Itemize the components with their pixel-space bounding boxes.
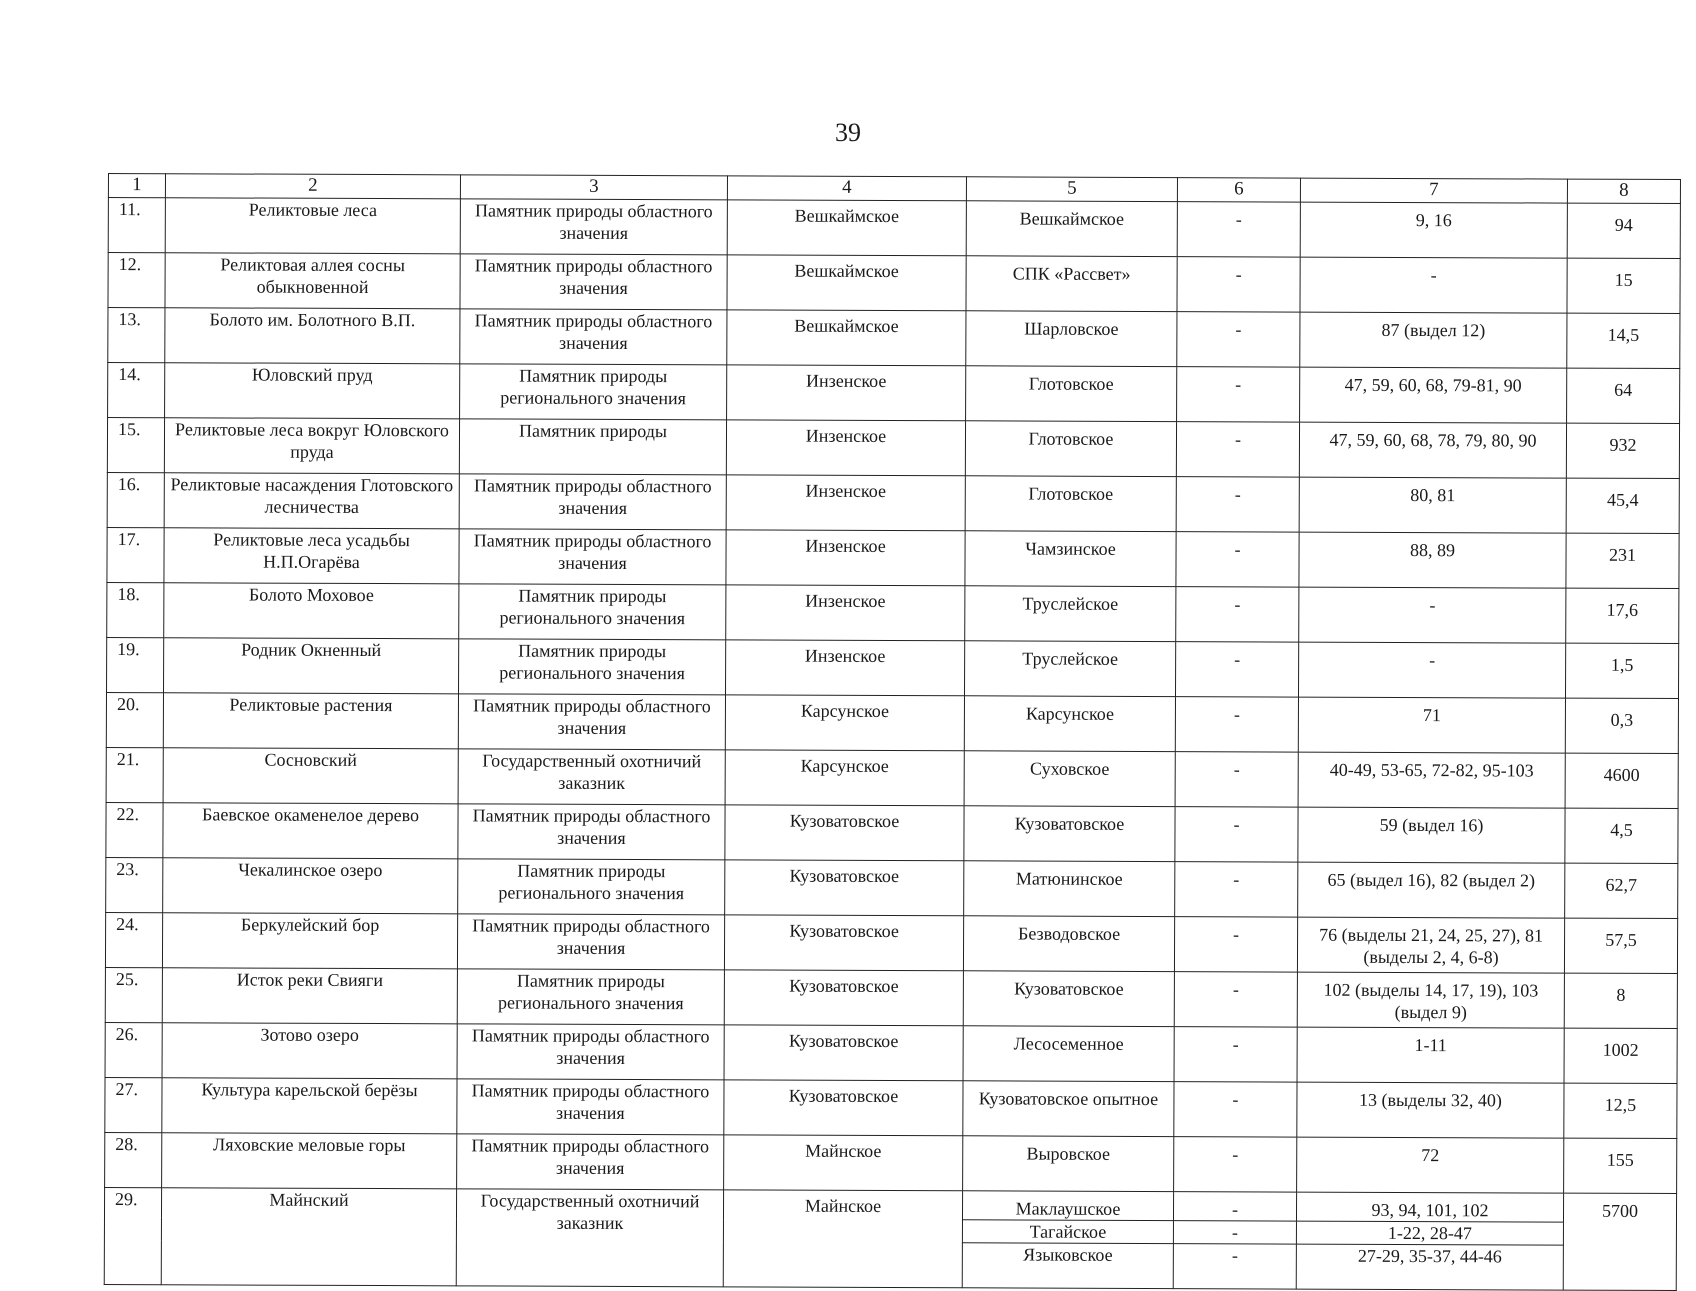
district: Карсунское	[964, 696, 1175, 752]
column-6-value: -	[1177, 312, 1300, 367]
object-type: Памятник природы областного значения	[457, 1079, 724, 1135]
area: 4,5	[1565, 808, 1678, 863]
quarters: 1-22, 28-47	[1296, 1221, 1563, 1245]
object-name: Родник Окненный	[164, 638, 459, 694]
quarters: 47, 59, 60, 68, 78, 79, 80, 90	[1299, 422, 1566, 478]
quarters: 59 (выдел 16)	[1298, 807, 1565, 863]
object-name: Болото им. Болотного В.П.	[165, 308, 460, 364]
quarters: -	[1300, 257, 1567, 313]
area: 1002	[1564, 1028, 1677, 1083]
district: Лесосеменное	[963, 1026, 1174, 1082]
district: Языковское	[962, 1243, 1173, 1289]
area: 17,6	[1566, 588, 1679, 643]
area: 15	[1567, 258, 1680, 313]
forestry: Кузоватовское	[724, 970, 963, 1026]
forestry: Кузоватовское	[724, 1025, 963, 1081]
forestry: Кузоватовское	[725, 805, 964, 861]
area: 5700	[1563, 1193, 1676, 1290]
column-6-value: -	[1176, 587, 1299, 642]
object-name: Сосновский	[163, 748, 458, 804]
column-6-value: -	[1175, 642, 1298, 697]
forestry: Карсунское	[725, 750, 964, 806]
quarters: 47, 59, 60, 68, 79-81, 90	[1300, 367, 1567, 423]
object-type: Памятник природы регионального значения	[460, 364, 727, 420]
area: 0,3	[1565, 698, 1678, 753]
quarters: 93, 94, 101, 102	[1296, 1192, 1563, 1222]
table-row-29	[104, 1187, 1676, 1222]
table-row	[108, 198, 1680, 259]
forestry: Кузоватовское	[725, 860, 964, 916]
object-name: Беркулейский бор	[162, 913, 457, 969]
quarters: 1-11	[1297, 1027, 1564, 1083]
object-type: Памятник природы областного значения	[457, 914, 724, 970]
quarters: 40-49, 53-65, 72-82, 95-103	[1298, 752, 1565, 808]
area: 155	[1564, 1138, 1677, 1193]
row-number: 24.	[105, 912, 162, 967]
forestry: Кузоватовское	[724, 915, 963, 971]
table-row	[105, 1132, 1677, 1193]
object-name: Ляховские меловые горы	[162, 1133, 457, 1189]
table-row	[107, 582, 1679, 643]
object-name: Реликтовые растения	[163, 693, 458, 749]
forestry: Вешкаймское	[727, 200, 966, 256]
column-header-3: 3	[460, 175, 727, 200]
protected-areas-table	[104, 173, 1681, 1291]
district: Шарловское	[966, 311, 1177, 367]
district: Кузоватовское	[964, 806, 1175, 862]
object-name: Чекалинское озеро	[163, 858, 458, 914]
row-number: 25.	[105, 967, 162, 1022]
object-name: Исток реки Свияги	[162, 968, 457, 1024]
column-6-value: -	[1175, 752, 1298, 807]
area: 14,5	[1567, 313, 1680, 368]
area: 932	[1566, 423, 1679, 478]
quarters: 65 (выдел 16), 82 (выдел 2)	[1298, 862, 1565, 918]
district: Труслейское	[964, 641, 1175, 697]
object-type: Государственный охотничий заказник	[458, 749, 725, 805]
area: 45,4	[1566, 478, 1679, 533]
object-type: Памятник природы регионального значения	[459, 639, 726, 695]
column-6-value: -	[1175, 862, 1298, 917]
column-6-value: -	[1174, 917, 1297, 972]
object-type: Памятник природы регионального значения	[458, 859, 725, 915]
quarters: 76 (выделы 21, 24, 25, 27), 81 (выделы 2, 4, 6-8)	[1297, 917, 1564, 973]
district: Безводовское	[963, 916, 1174, 972]
object-name: Зотово озеро	[162, 1023, 457, 1079]
column-header-8: 8	[1567, 179, 1680, 203]
row-number: 22.	[106, 802, 163, 857]
district: Глотовское	[965, 476, 1176, 532]
district: Труслейское	[965, 586, 1176, 642]
forestry: Инзенское	[726, 585, 965, 641]
table-row	[106, 747, 1678, 808]
district: Кузоватовское	[963, 971, 1174, 1027]
object-name: Болото Моховое	[164, 583, 459, 639]
object-type: Памятник природы	[459, 419, 726, 475]
column-6-value: -	[1173, 1221, 1296, 1244]
table-row	[105, 912, 1677, 973]
table-row	[108, 253, 1680, 314]
column-6-value: -	[1173, 1244, 1296, 1289]
table-row	[107, 472, 1679, 533]
column-6-value: -	[1174, 1027, 1297, 1082]
forestry: Инзенское	[726, 530, 965, 586]
table-row	[105, 1022, 1677, 1083]
quarters: -	[1298, 642, 1565, 698]
table-row	[106, 802, 1678, 863]
row-number: 17.	[107, 527, 164, 582]
row-number: 18.	[107, 582, 164, 637]
area: 12,5	[1564, 1083, 1677, 1138]
area: 1,5	[1565, 643, 1678, 698]
area: 94	[1567, 203, 1680, 258]
column-6-value: -	[1177, 367, 1300, 422]
district: Суховское	[964, 751, 1175, 807]
forestry: Кузоватовское	[724, 1080, 963, 1136]
column-header-1: 1	[108, 174, 165, 198]
object-type: Памятник природы регионального значения	[457, 969, 724, 1025]
row-number: 29.	[104, 1187, 161, 1284]
column-6-value: -	[1176, 477, 1299, 532]
forestry: Вешкаймское	[727, 255, 966, 311]
column-6-value: -	[1173, 1192, 1296, 1221]
object-name: Культура карельской берёзы	[162, 1078, 457, 1134]
column-6-value: -	[1175, 697, 1298, 752]
table-row	[105, 1077, 1677, 1138]
row-number: 26.	[105, 1022, 162, 1077]
quarters: 87 (выдел 12)	[1300, 312, 1567, 368]
row-number: 15.	[107, 418, 164, 473]
object-type: Памятник природы областного значения	[457, 1134, 724, 1190]
forestry: Инзенское	[726, 420, 965, 476]
district: Глотовское	[966, 366, 1177, 422]
area: 57,5	[1564, 918, 1677, 973]
column-6-value: -	[1176, 532, 1299, 587]
table-row	[108, 363, 1680, 424]
district: СПК «Рассвет»	[966, 256, 1177, 312]
district: Матюнинское	[964, 861, 1175, 917]
object-type: Памятник природы областного значения	[457, 1024, 724, 1080]
district: Чамзинское	[965, 531, 1176, 587]
forestry: Инзенское	[726, 475, 965, 531]
column-6-value: -	[1174, 1137, 1297, 1192]
table-body	[104, 198, 1680, 1291]
object-name: Реликтовые насаждения Глотовского лесничества	[164, 473, 459, 529]
column-6-value: -	[1174, 1082, 1297, 1137]
forestry: Майнское	[723, 1190, 962, 1288]
quarters: 72	[1297, 1137, 1564, 1193]
table-row	[107, 637, 1679, 698]
column-header-5: 5	[966, 177, 1177, 202]
district: Тагайское	[962, 1220, 1173, 1244]
object-name: Баевское окаменелое дерево	[163, 803, 458, 859]
quarters: 88, 89	[1299, 532, 1566, 588]
object-type: Памятник природы областного значения	[458, 694, 725, 750]
row-number: 14.	[108, 363, 165, 418]
area: 231	[1566, 533, 1679, 588]
object-type: Памятник природы областного значения	[459, 529, 726, 585]
object-name: Реликтовая аллея сосны обыкновенной	[165, 253, 460, 309]
forestry: Вешкаймское	[727, 310, 966, 366]
quarters: 9, 16	[1300, 202, 1567, 258]
table-row	[107, 527, 1679, 588]
row-number: 11.	[108, 198, 165, 253]
forestry: Карсунское	[725, 695, 964, 751]
object-type: Памятник природы областного значения	[460, 254, 727, 310]
forestry: Инзенское	[726, 640, 965, 696]
quarters: 80, 81	[1299, 477, 1566, 533]
row-number: 20.	[106, 692, 163, 747]
quarters: 71	[1298, 697, 1565, 753]
object-name: Юловский пруд	[165, 363, 460, 419]
row-number: 21.	[106, 747, 163, 802]
row-number: 23.	[106, 857, 163, 912]
column-header-6: 6	[1177, 178, 1300, 202]
object-type: Памятник природы регионального значения	[459, 584, 726, 640]
object-name: Реликтовые леса усадьбы Н.П.Огарёва	[164, 528, 459, 584]
column-6-value: -	[1176, 422, 1299, 477]
quarters: 13 (выделы 32, 40)	[1297, 1082, 1564, 1138]
table-row	[105, 967, 1677, 1028]
object-type: Памятник природы областного значения	[458, 804, 725, 860]
row-number: 13.	[108, 308, 165, 363]
column-header-2: 2	[165, 174, 460, 199]
row-number: 27.	[105, 1077, 162, 1132]
table-row	[107, 418, 1679, 479]
page-number: 39	[835, 118, 861, 147]
table-row	[106, 692, 1678, 753]
district: Выровское	[963, 1136, 1174, 1192]
forestry: Инзенское	[727, 365, 966, 421]
row-number: 12.	[108, 253, 165, 308]
column-6-value: -	[1175, 807, 1298, 862]
object-type: Государственный охотничий заказник	[456, 1189, 723, 1287]
table-row	[108, 308, 1680, 369]
district: Глотовское	[965, 421, 1176, 477]
quarters: -	[1299, 587, 1566, 643]
forestry: Майнское	[724, 1135, 963, 1191]
column-6-value: -	[1177, 202, 1300, 257]
area: 4600	[1565, 753, 1678, 808]
object-name: Реликтовые леса вокруг Юловского пруда	[164, 418, 459, 474]
district: Маклаушское	[962, 1191, 1173, 1221]
row-number: 28.	[105, 1132, 162, 1187]
district: Вешкаймское	[966, 201, 1177, 257]
area: 8	[1564, 973, 1677, 1028]
object-type: Памятник природы областного значения	[460, 309, 727, 365]
object-type: Памятник природы областного значения	[459, 474, 726, 530]
area: 64	[1567, 368, 1680, 423]
district: Кузоватовское опытное	[963, 1081, 1174, 1137]
column-header-4: 4	[727, 176, 966, 201]
row-number: 16.	[107, 472, 164, 527]
object-name: Реликтовые леса	[165, 198, 460, 254]
object-type: Памятник природы областного значения	[460, 199, 727, 255]
column-6-value: -	[1174, 972, 1297, 1027]
column-6-value: -	[1177, 257, 1300, 312]
column-header-7: 7	[1300, 178, 1567, 203]
row-number: 19.	[107, 637, 164, 692]
quarters: 27-29, 35-37, 44-46	[1296, 1244, 1563, 1290]
object-name: Майнский	[161, 1188, 456, 1286]
table-row	[106, 857, 1678, 918]
area: 62,7	[1565, 863, 1678, 918]
quarters: 102 (выделы 14, 17, 19), 103 (выдел 9)	[1297, 972, 1564, 1028]
